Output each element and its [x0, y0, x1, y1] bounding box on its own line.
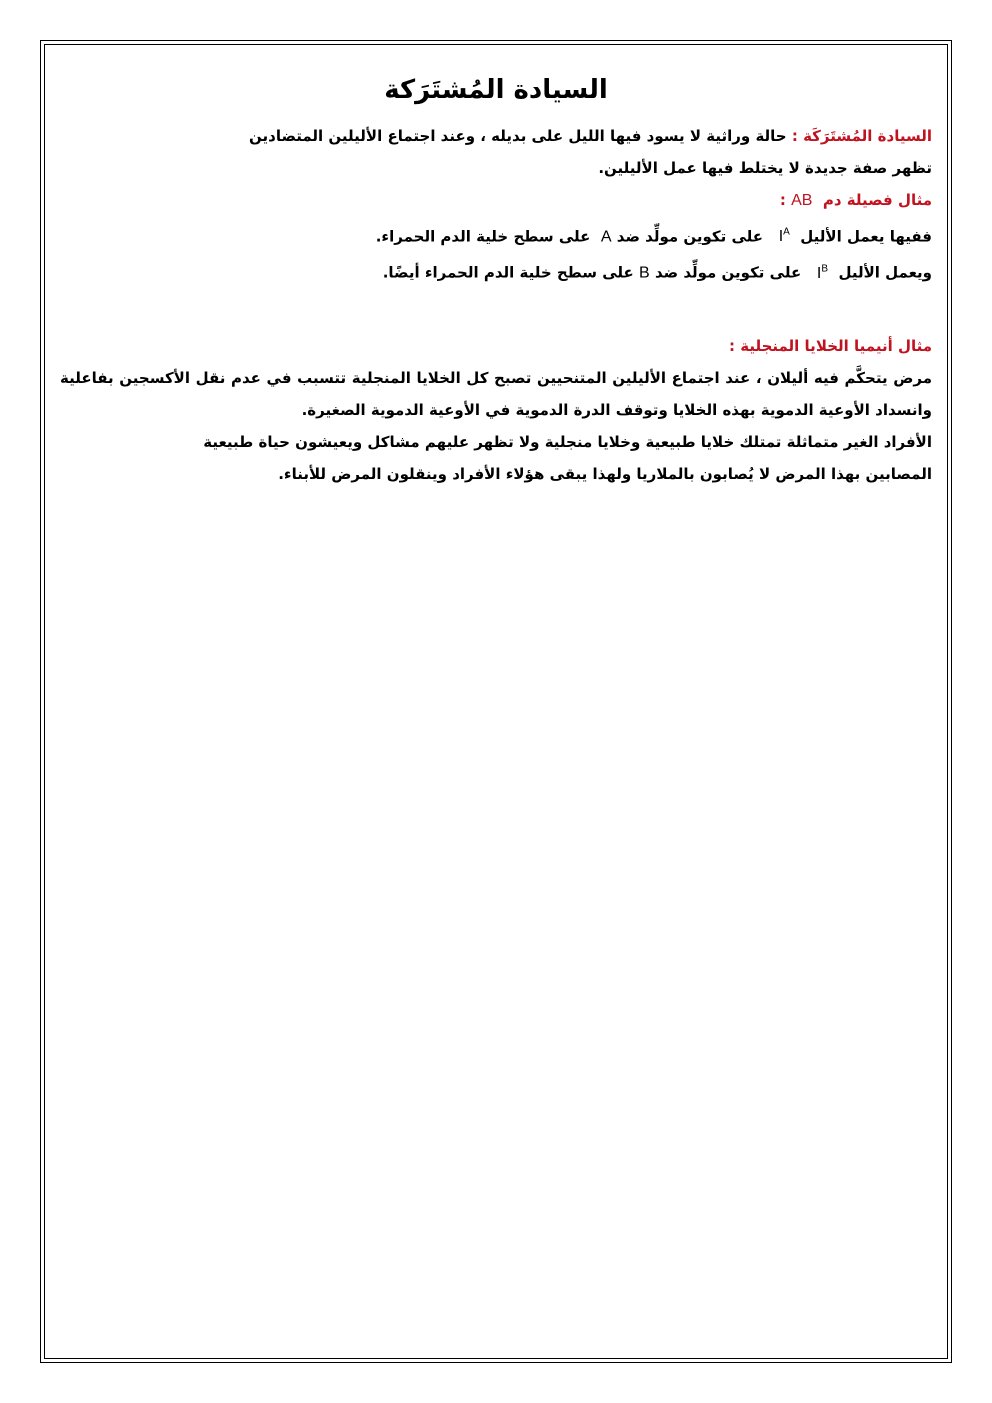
- antigen-b: B: [639, 264, 650, 282]
- definition-line-2: تظهر صفة جديدة لا يختلط فيها عمل الأليلين.: [598, 159, 932, 177]
- blood-line-2-prefix: ويعمل الأليل: [838, 263, 932, 282]
- blood-line-1: [60, 217, 932, 253]
- allele-ib: [817, 265, 828, 282]
- blood-heading-code: AB: [791, 192, 813, 209]
- anemia-example-heading: مثال أنيميا الخلايا المنجلية :: [729, 336, 932, 355]
- blood-line-1-middle: على تكوين مولِّد ضد: [616, 227, 764, 246]
- blood-line-1-suffix: على سطح خلية الدم الحمراء.: [375, 227, 591, 246]
- document-body: [60, 70, 932, 490]
- blood-heading-text: مثال فصيلة دم: [822, 191, 932, 209]
- blood-heading-colon: :: [779, 191, 786, 209]
- blood-line-2-suffix: على سطح خلية الدم الحمراء أيضًا.: [382, 263, 634, 282]
- allele-ib-sup: B: [821, 263, 828, 275]
- allele-ia-base: I: [778, 228, 784, 246]
- blood-line-2: [60, 253, 932, 289]
- section-spacer: [60, 290, 932, 330]
- antigen-a: A: [600, 228, 612, 246]
- page-title: السيادة المُشتَرَكة: [384, 75, 608, 105]
- allele-ib-base: I: [816, 264, 822, 282]
- definition-text-1: حالة وراثية لا يسود فيها الليل على بديله ، وعند اجتماع الأليلين المتضادين: [249, 127, 792, 145]
- definition-term: السيادة المُشتَرَكَة :: [791, 127, 932, 145]
- anemia-paragraph-3: المصابين بهذا المرض لا يُصابون بالملاريا ولهذا يبقى هؤلاء الأفراد وينقلون المرض للأبناء.: [278, 464, 932, 483]
- blood-line-2-middle: على تكوين مولِّد ضد: [654, 263, 802, 282]
- blood-example-heading: [60, 184, 932, 217]
- blood-line-1-prefix: ففيها يعمل الأليل: [800, 227, 932, 246]
- allele-ia-sup: A: [783, 227, 790, 238]
- anemia-paragraph-2: الأفراد الغير متماثلة تمتلك خلايا طبيعية وخلايا منجلية ولا تظهر عليهم مشاكل ويعيشون حياة طبيعية: [203, 432, 932, 451]
- definition-line-1: [60, 120, 932, 152]
- allele-ia: [779, 228, 790, 245]
- anemia-paragraph-1: مرض يتحكَّم فيه أليلان ، عند اجتماع الأليلين المتنحيين تصبح كل الخلايا المنجلية تتسبب في عدم نقل الأكسجين بفاعلية وانسداد الأوعية الدموية بهذه الخلايا وتوقف الدرة الدموية في الأوعية الدموية الصغيرة.: [60, 368, 932, 419]
